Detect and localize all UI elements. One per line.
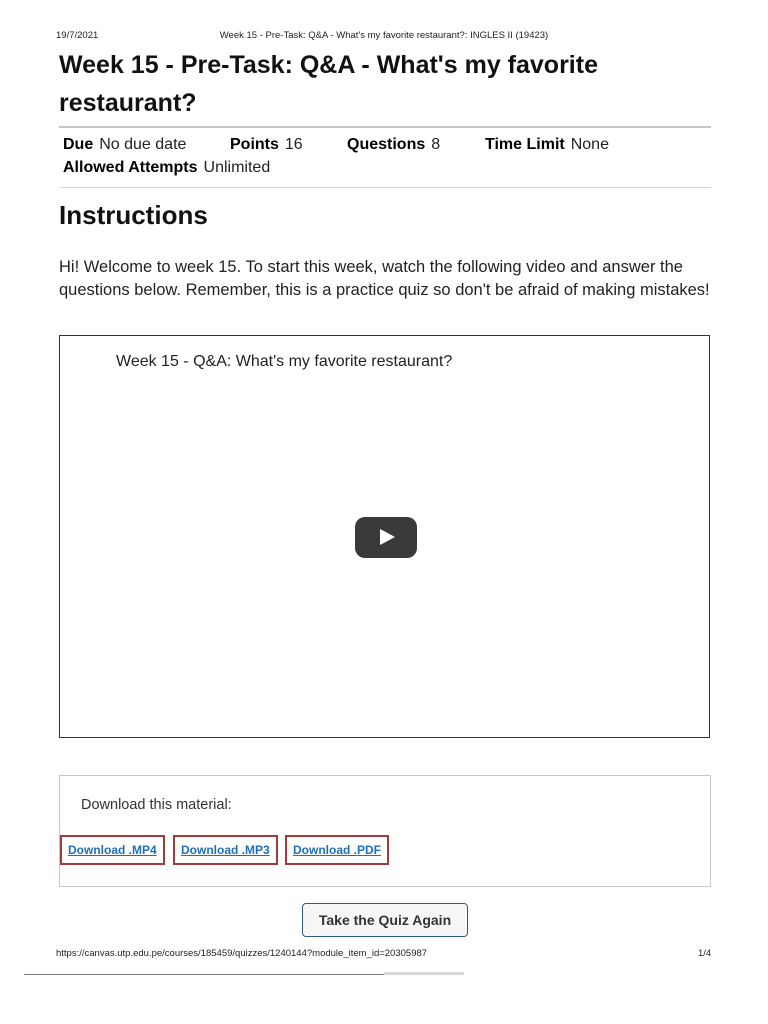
instructions-text: Hi! Welcome to week 15. To start this week, watch the following video and answer the questions below. Remember, this is a practice quiz so don't be afraid of making mistakes!	[59, 258, 710, 299]
attempts-detail	[63, 159, 270, 177]
download-panel	[59, 775, 711, 887]
instructions-heading: Instructions	[59, 200, 208, 230]
time-limit-detail	[485, 136, 609, 154]
video-title[interactable]: Week 15 - Q&A: What's my favorite restaurant?	[116, 353, 453, 370]
questions-value: 8	[431, 136, 441, 153]
points-label: Points	[230, 136, 279, 153]
details-divider	[59, 187, 711, 188]
print-date: 19/7/2021	[56, 30, 99, 41]
page-title: Week 15 - Pre-Task: Q&A - What's my favorite restaurant?	[59, 51, 598, 117]
questions-detail	[347, 136, 440, 154]
play-button[interactable]	[355, 517, 417, 558]
download-label: Download this material:	[81, 797, 232, 813]
points-detail	[230, 136, 303, 154]
download-mp3-link[interactable]: Download .MP3	[173, 835, 278, 865]
points-value: 16	[284, 136, 303, 153]
due-label: Due	[63, 136, 94, 153]
print-page-number: 1/4	[698, 948, 712, 959]
header-divider	[59, 126, 711, 128]
print-footer	[0, 948, 768, 962]
attempts-value: Unlimited	[203, 159, 271, 176]
download-mp4-link[interactable]: Download .MP4	[60, 835, 165, 865]
print-header	[0, 30, 768, 44]
due-value: No due date	[99, 136, 187, 153]
page-bottom-fade	[384, 972, 464, 975]
print-url: https://canvas.utp.edu.pe/courses/185459/quizzes/1240144?module_item_id=20305987	[56, 948, 428, 959]
video-player[interactable]	[59, 335, 710, 738]
time-limit-label: Time Limit	[485, 136, 565, 153]
due-detail	[63, 136, 186, 154]
time-limit-value: None	[570, 136, 609, 153]
questions-label: Questions	[347, 136, 426, 153]
attempts-label: Allowed Attempts	[63, 159, 198, 176]
download-pdf-link[interactable]: Download .PDF	[285, 835, 389, 865]
print-doc-title: Week 15 - Pre-Task: Q&A - What's my favorite restaurant?: INGLES II (19423)	[219, 30, 549, 41]
take-quiz-again-button[interactable]: Take the Quiz Again	[302, 903, 468, 937]
play-icon	[380, 529, 395, 545]
page-bottom-rule	[24, 974, 384, 975]
